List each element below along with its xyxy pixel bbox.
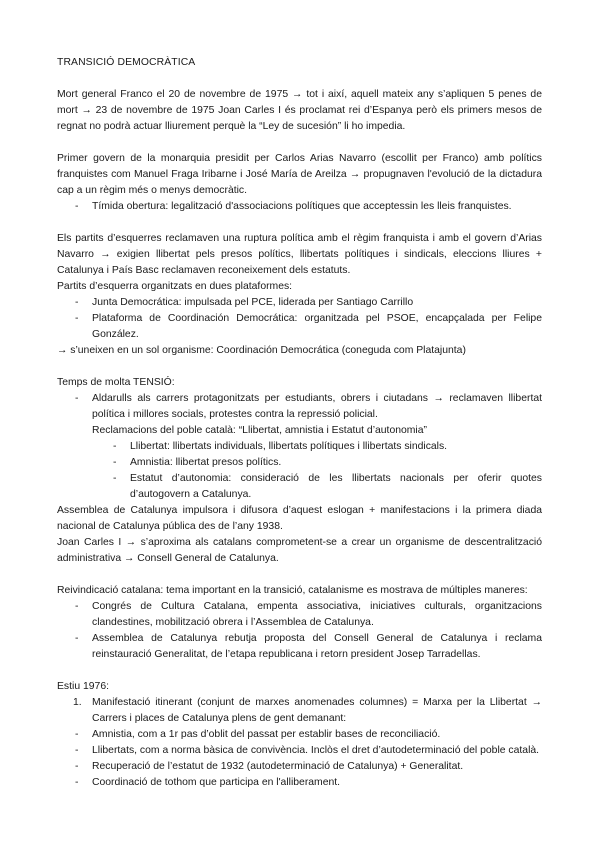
list-item: - Recuperació de l’estatut de 1932 (autodeterminació de Catalunya) + Generalitat.	[57, 759, 542, 775]
paragraph-franco-death: Mort general Franco el 20 de novembre de 1975 → tot i així, aquell mateix any s’apliquen 5 penes de mort → 23 de novembre de 1975 Joan Carles I és proclamat rei d’Espanya però els primers mesos de regnat no podrà actuar lliurement perquè la “Ley de sucesión” li ho impedia.	[57, 89, 542, 132]
paragraph-joan-carles: Joan Carles I → s’aproxima als catalans comprometent-se a crear un organisme de descentralització administrativa → Consell General de Catalunya.	[57, 537, 542, 564]
spacer	[57, 135, 542, 151]
list-item: - Amnistia: llibertat presos polítics.	[57, 455, 542, 471]
paragraph-reivindicacio: Reivindicació catalana: tema important en la transició, catalanisme es mostrava de múltiples maneres:	[57, 585, 528, 596]
paragraph-assemblea: Assemblea de Catalunya impulsora i difusora d’aquest eslogan + manifestacions i la primera diada nacional de Catalunya pública des de l’any 1938.	[57, 505, 542, 532]
spacer	[57, 359, 542, 375]
list-item: - Tímida obertura: legalització d'associacions polítiques que acceptessin les lleis franquistes.	[57, 199, 542, 215]
list-marker: 1.	[73, 697, 82, 708]
bullet-list	[57, 727, 542, 791]
list-item: - Llibertat: llibertats individuals, llibertats polítiques i llibertats sindicals.	[57, 439, 542, 455]
indented-text: Reclamacions del poble català: “Llibertat, amnistia i Estatut d’autonomia”	[92, 425, 427, 436]
list-item: - Junta Democrática: impulsada pel PCE, liderada per Santiago Carrillo	[57, 295, 542, 311]
list-item	[57, 695, 542, 727]
list-item: - Aldarulls als carrers protagonitzats per estudiants, obrers i ciutadans → reclamaven llibertat política i millores socials, protestes contra la repressió policial.	[57, 391, 542, 423]
numbered-list	[57, 695, 542, 727]
paragraph-first-government: Primer govern de la monarquia presidit per Carlos Arias Navarro (escollit per Franco) amb polítics franquistes com Manuel Fraga Iribarne i José María de Areilza → propugnaven l'evolució de la dictadura cap a un règim més o menys democràtic.	[57, 153, 542, 196]
list-item-text: Manifestació itinerant (conjunt de marxes anomenades columnes) = Marxa per la Llibertat → Carrers i places de Catalunya plens de gent demanant:	[92, 697, 542, 724]
bullet-list	[57, 199, 542, 215]
list-item: - Plataforma de Coordinación Democrática: organitzada pel PSOE, encapçalada per Felipe González.	[57, 311, 542, 343]
paragraph-platajunta: → s’uneixen en un sol organisme: Coordinación Democrática (coneguda com Platajunta)	[57, 345, 466, 356]
list-item: - Estatut d’autonomia: consideració de les llibertats nacionals per oferir quotes d’autogovern a Catalunya.	[57, 471, 542, 503]
document-page	[57, 55, 542, 791]
spacer	[57, 215, 542, 231]
bullet-list	[57, 391, 542, 423]
list-item: - Assemblea de Catalunya rebutja proposta del Consell General de Catalunya i reclama reinstauració Generalitat, de l’etapa republicana i retorn president Josep Tarradellas.	[57, 631, 542, 663]
document-title: TRANSICIÓ DEMOCRÀTICA	[57, 57, 196, 68]
spacer	[57, 71, 542, 87]
spacer	[57, 663, 542, 679]
paragraph-left-parties: Els partits d’esquerres reclamaven una ruptura política amb el règim franquista i amb el govern d’Arias Navarro → exigien llibertat pels presos polítics, llibertats polítiques i sindicals, eleccions lliures + Catalunya i País Basc reclamaven reconeixement dels estatuts.	[57, 233, 542, 276]
bullet-list	[57, 599, 542, 663]
list-item: - Llibertats, com a norma bàsica de convivència. Inclòs el dret d’autodeterminació del poble català.	[57, 743, 542, 759]
section-heading-estiu: Estiu 1976:	[57, 681, 109, 692]
list-item: - Congrés de Cultura Catalana, empenta associativa, iniciatives culturals, organitzacions clandestines, mobilització obrera i l’Assemblea de Catalunya.	[57, 599, 542, 631]
sub-bullet-list	[57, 439, 542, 503]
spacer	[57, 567, 542, 583]
paragraph-platforms-intro: Partits d’esquerra organitzats en dues plataformes:	[57, 281, 293, 292]
list-item: - Amnistia, com a 1r pas d’oblit del passat per establir bases de reconciliació.	[57, 727, 542, 743]
section-heading-tension: Temps de molta TENSIÓ:	[57, 377, 175, 388]
bullet-list	[57, 295, 542, 343]
list-item: - Coordinació de tothom que participa en l'alliberament.	[57, 775, 542, 791]
